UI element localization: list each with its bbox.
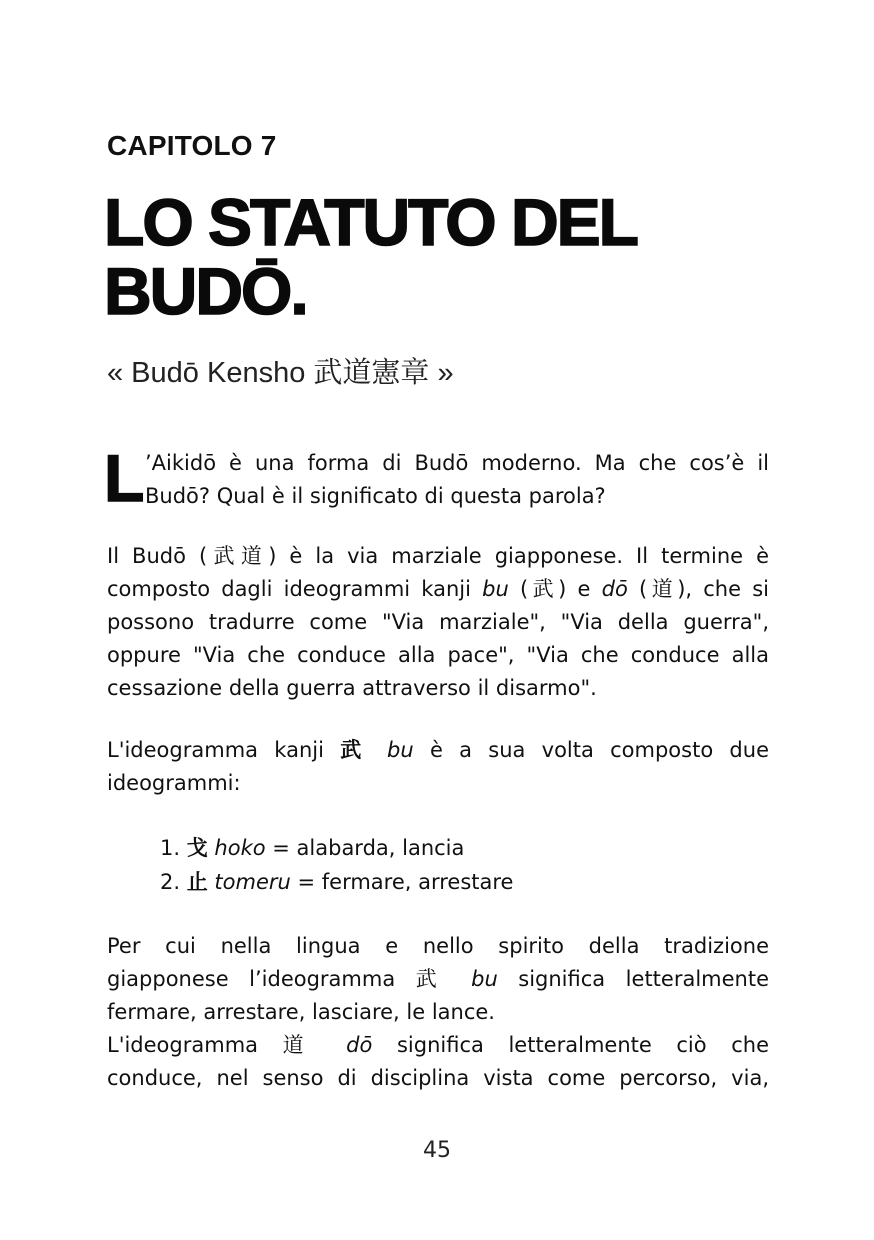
text-run: (武) e: [508, 577, 602, 601]
page-number: 45: [423, 1138, 451, 1163]
text-run: significa letteralmente: [497, 967, 770, 991]
list-number: 1.: [160, 836, 181, 860]
term-do: dō: [346, 1033, 373, 1057]
paragraph-line: [107, 1029, 769, 1062]
text-run: L'ideogramma 道: [107, 1033, 347, 1057]
text-run: composto dagli ideogrammi kanji: [107, 577, 483, 601]
paragraph-line: ideogrammi:: [107, 771, 241, 795]
text-run: giapponese l’ideogramma 武: [107, 967, 472, 991]
list-item: [160, 831, 513, 865]
term-bu: bu: [387, 738, 414, 762]
list-item: [160, 865, 513, 891]
paragraph-line: conduce, nel senso di disciplina vista come percorso, via,: [107, 1066, 769, 1090]
paragraph-line: Il Budō (武道) è la via marziale giapponese. Il termine è: [107, 544, 769, 568]
list-kanji: 止: [186, 870, 208, 891]
text-run: (道), che si: [627, 577, 769, 601]
text-run: [371, 738, 387, 762]
intro-line-2: Budō? Qual è il significato di questa parola?: [145, 484, 606, 508]
list-term: tomeru: [214, 870, 291, 891]
list-kanji: 戈: [186, 836, 208, 860]
paragraph-budo-definition: [107, 540, 769, 705]
list-number: 2.: [160, 870, 181, 891]
ideogram-list: [160, 831, 513, 891]
intro-paragraph: [145, 447, 769, 513]
term-bu: bu: [482, 577, 509, 601]
paragraph-line: Per cui nella lingua e nello spirito della tradizione: [107, 934, 769, 958]
intro-line-1: ’Aikidō è una forma di Budō moderno. Ma che cos’è il: [145, 451, 769, 475]
paragraph-line: possono tradurre come "Via marziale", "Via della guerra",: [107, 610, 769, 634]
paragraph-meaning: [107, 930, 769, 1095]
chapter-label: CAPITOLO 7: [107, 130, 277, 161]
paragraph-line: [107, 734, 769, 767]
kanji-bu: 武: [340, 738, 371, 762]
paragraph-line: cessazione della guerra attraverso il disarmo".: [107, 676, 597, 700]
drop-cap: L: [104, 441, 145, 515]
text-run: è a sua volta composto due: [413, 738, 769, 762]
term-do: dō: [601, 577, 628, 601]
paragraph-line: oppure "Via che conduce alla pace", "Via che conduce alla: [107, 643, 769, 667]
paragraph-line: [107, 963, 769, 996]
paragraph-ideogram-bu: [107, 734, 769, 800]
term-bu: bu: [471, 967, 498, 991]
chapter-subtitle: « Budō Kensho 武道憲章 »: [107, 357, 454, 389]
list-meaning: = fermare, arrestare: [290, 870, 514, 891]
chapter-title: [104, 185, 804, 328]
paragraph-line: [107, 573, 769, 606]
list-term: hoko: [214, 836, 266, 860]
chapter-title-line-2: BUDŌ.: [104, 254, 307, 328]
text-run: L'ideogramma kanji: [107, 738, 341, 762]
list-meaning: = alabarda, lancia: [265, 836, 465, 860]
paragraph-line: fermare, arrestare, lasciare, le lance.: [107, 1000, 495, 1024]
chapter-title-line-1: LO STATUTO DEL: [104, 185, 637, 259]
text-run: significa letteralmente ciò che: [372, 1033, 769, 1057]
